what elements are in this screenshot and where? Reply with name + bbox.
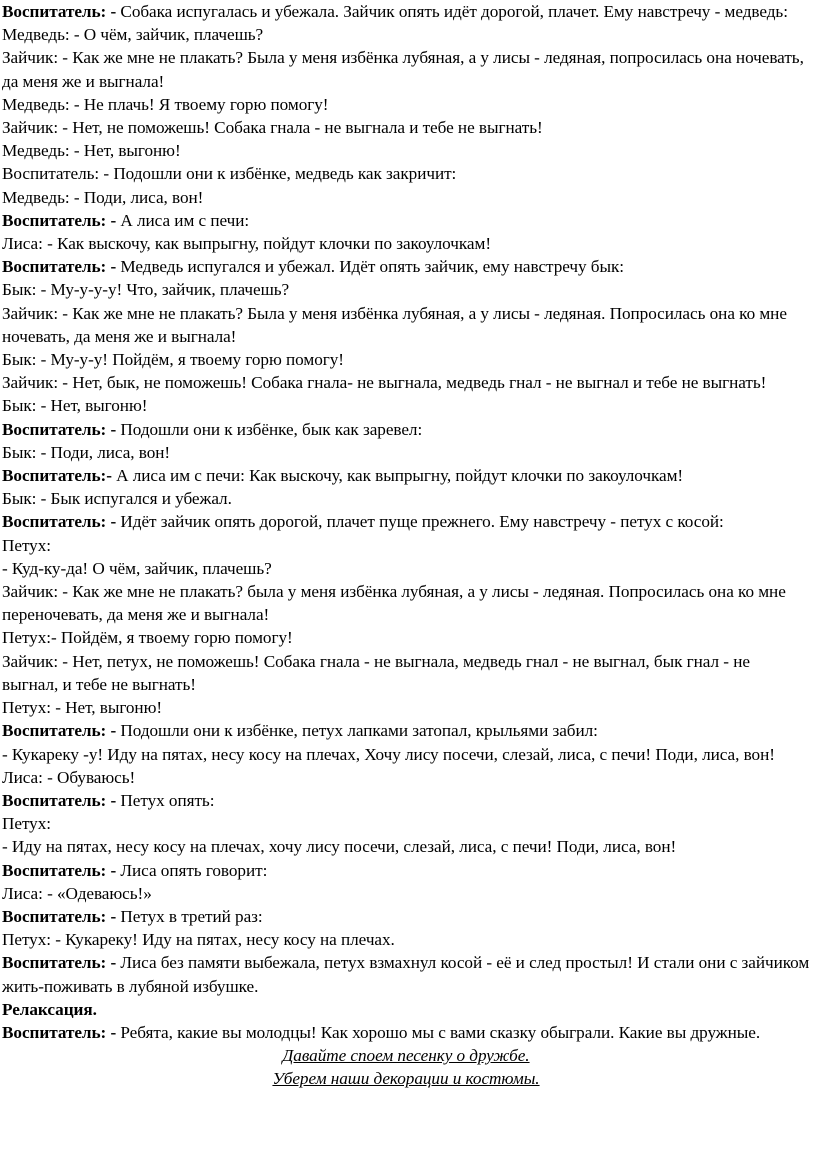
- speaker-label: Воспитатель: -: [2, 790, 117, 810]
- line-text: Зайчик: - Нет, не поможешь! Собака гнала - не выгнала и тебе не выгнать!: [2, 118, 543, 138]
- dialogue-line: [2, 789, 810, 812]
- speaker-label: Воспитатель: -: [2, 512, 117, 532]
- dialogue-line: [2, 766, 810, 789]
- dialogue-line: [2, 928, 810, 951]
- line-text: Лиса опять говорит:: [116, 860, 268, 880]
- dialogue-line: [2, 394, 810, 417]
- dialogue-line: [2, 418, 810, 441]
- line-text: Петух в третий раз:: [116, 906, 263, 926]
- dialogue-line: [2, 580, 810, 626]
- line-text: - Иду на пятах, несу косу на плечах, хочу лису посечи, слезай, лиса, с печи! Поди, лиса, вон!: [2, 837, 677, 857]
- dialogue-line: [2, 209, 810, 232]
- dialogue-line: [2, 348, 810, 371]
- line-text: Подошли они к избёнке, бык как заревел:: [116, 419, 423, 439]
- speaker-label: Воспитатель: -: [2, 2, 117, 21]
- line-text: Петух опять:: [116, 790, 215, 810]
- dialogue-line: [2, 998, 810, 1021]
- line-text: Медведь: - Нет, выгоню!: [2, 141, 181, 161]
- line-text: А лиса им с печи: Как выскочу, как выпрыгну, пойдут клочки по закоулочкам!: [111, 466, 684, 486]
- line-text: Собака испугалась и убежала. Зайчик опять идёт дорогой, плачет. Ему навстречу - медведь:: [116, 2, 788, 21]
- dialogue-line: [2, 626, 810, 649]
- speaker-label: Воспитатель: -: [2, 953, 117, 973]
- line-text: Идёт зайчик опять дорогой, плачет пуще прежнего. Ему навстречу - петух с косой:: [116, 512, 724, 532]
- speaker-label: Релаксация.: [2, 999, 97, 1019]
- line-text: Медведь: - Не плачь! Я твоему горю помогу!: [2, 94, 329, 114]
- line-text: Бык: - Му-у-у! Пойдём, я твоему горю помогу!: [2, 350, 344, 370]
- line-text: Лиса: - «Одеваюсь!»: [2, 883, 152, 903]
- line-text: Зайчик: - Нет, бык, не поможешь! Собака гнала- не выгнала, медведь гнал - не выгнал и тебе не выгнать!: [2, 373, 767, 393]
- line-text: Зайчик: - Как же мне не плакать? Была у меня избёнка лубяная, а у лисы - ледяная, попросилась она ночевать, да меня же и выгнала!: [2, 48, 804, 91]
- dialogue-line: [2, 557, 810, 580]
- dialogue-line: [2, 371, 810, 394]
- line-text: Бык: - Бык испугался и убежал.: [2, 489, 232, 509]
- dialogue-line: [2, 905, 810, 928]
- dialogue-line: [2, 719, 810, 742]
- dialogue-text: [2, 0, 810, 1044]
- line-text: Медведь испугался и убежал. Идёт опять зайчик, ему навстречу бык:: [116, 257, 625, 277]
- dialogue-line: [2, 534, 810, 557]
- speaker-label: Воспитатель:-: [2, 466, 112, 486]
- dialogue-line: [2, 93, 810, 116]
- line-text: Ребята, какие вы молодцы! Как хорошо мы с вами сказку обыграли. Какие вы дружные.: [116, 1022, 761, 1042]
- line-text: Лиса без памяти выбежала, петух взмахнул косой - её и след простыл! И стали они с зайчиком жить-поживать в лубяной избушке.: [2, 953, 810, 996]
- dialogue-line: [2, 951, 810, 997]
- dialogue-line: [2, 232, 810, 255]
- line-text: Петух: - Кукареку! Иду на пятах, несу косу на плечах.: [2, 930, 395, 950]
- speaker-label: Воспитатель: -: [2, 721, 117, 741]
- line-text: Петух: - Нет, выгоню!: [2, 698, 163, 718]
- dialogue-line: [2, 116, 810, 139]
- dialogue-line: [2, 255, 810, 278]
- dialogue-line: [2, 743, 810, 766]
- dialogue-line: [2, 464, 810, 487]
- dialogue-line: [2, 650, 810, 696]
- closing-line-cleanup: Уберем наши декорации и костюмы.: [272, 1069, 540, 1089]
- speaker-label: Воспитатель: -: [2, 1022, 117, 1042]
- line-text: Лиса: - Обуваюсь!: [2, 767, 136, 787]
- line-text: Бык: - Му-у-у-у! Что, зайчик, плачешь?: [2, 280, 290, 300]
- line-text: Медведь: - Поди, лиса, вон!: [2, 187, 204, 207]
- dialogue-line: [2, 23, 810, 46]
- speaker-label: Воспитатель: -: [2, 210, 117, 230]
- line-text: Зайчик: - Как же мне не плакать? Была у меня избёнка лубяная, а у лисы - ледяная. Попросилась она ко мне ночевать, да меня же и выгнала!: [2, 303, 787, 346]
- dialogue-line: [2, 882, 810, 905]
- dialogue-line: [2, 487, 810, 510]
- dialogue-line: [2, 859, 810, 882]
- line-text: Бык: - Нет, выгоню!: [2, 396, 148, 416]
- line-text: А лиса им с печи:: [116, 210, 250, 230]
- speaker-label: Воспитатель: -: [2, 419, 117, 439]
- line-text: Зайчик: - Как же мне не плакать? была у меня избёнка лубяная, а у лисы - ледяная. Попросилась она ко мне переночевать, да меня же и выгнала!: [2, 582, 786, 625]
- dialogue-line: [2, 696, 810, 719]
- speaker-label: Воспитатель: -: [2, 257, 117, 277]
- line-text: - Куд-ку-да! О чём, зайчик, плачешь?: [2, 558, 272, 578]
- line-text: Зайчик: - Нет, петух, не поможешь! Собака гнала - не выгнала, медведь гнал - не выгнал, бык гнал - не выгнал, и тебе не выгнать!: [2, 651, 750, 694]
- line-text: Воспитатель: - Подошли они к избёнке, медведь как закричит:: [2, 164, 457, 184]
- dialogue-line: [2, 1021, 810, 1044]
- line-text: Петух:: [2, 535, 51, 555]
- dialogue-line: [2, 302, 810, 348]
- dialogue-line: [2, 835, 810, 858]
- speaker-label: Воспитатель: -: [2, 860, 117, 880]
- line-text: Петух:- Пойдём, я твоему горю помогу!: [2, 628, 293, 648]
- line-text: Лиса: - Как выскочу, как выпрыгну, пойдут клочки по закоулочкам!: [2, 234, 491, 254]
- dialogue-line: [2, 162, 810, 185]
- closing-line-song: Давайте споем песенку о дружбе.: [282, 1046, 530, 1066]
- dialogue-line: [2, 46, 810, 92]
- line-text: Медведь: - О чём, зайчик, плачешь?: [2, 25, 264, 45]
- speaker-label: Воспитатель: -: [2, 906, 117, 926]
- dialogue-line: [2, 186, 810, 209]
- dialogue-line: [2, 278, 810, 301]
- dialogue-line: [2, 812, 810, 835]
- line-text: Бык: - Поди, лиса, вон!: [2, 442, 171, 462]
- line-text: - Кукареку -у! Иду на пятах, несу косу на плечах, Хочу лису посечи, слезай, лиса, с печи! Поди, лиса, вон!: [2, 744, 775, 764]
- dialogue-line: [2, 510, 810, 533]
- dialogue-line: [2, 139, 810, 162]
- line-text: Петух:: [2, 814, 51, 834]
- dialogue-line: [2, 0, 810, 23]
- dialogue-line: [2, 441, 810, 464]
- line-text: Подошли они к избёнке, петух лапками затопал, крыльями забил:: [116, 721, 598, 741]
